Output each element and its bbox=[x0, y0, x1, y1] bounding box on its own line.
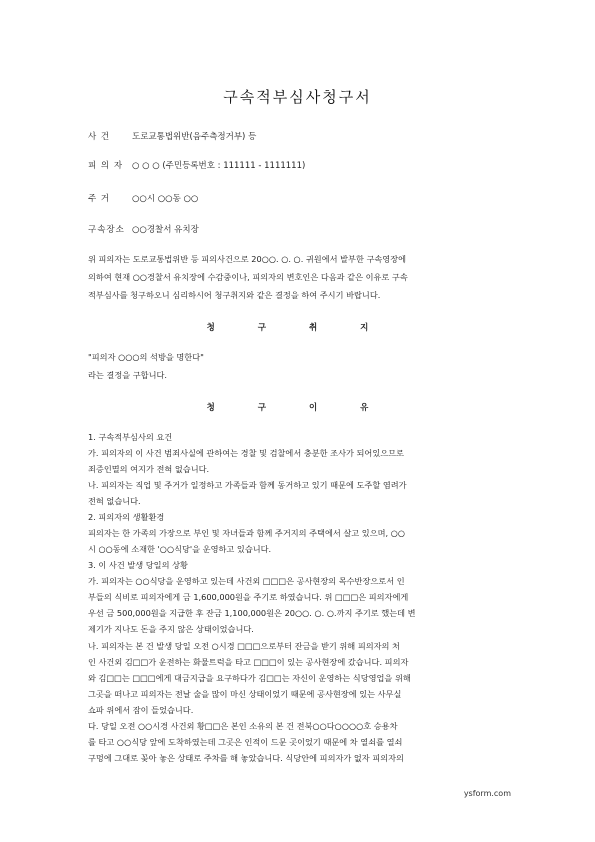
reason-line: 2. 피의자의 생활환경 bbox=[88, 512, 165, 522]
document-title: 구속적부심사청구서 bbox=[223, 88, 372, 106]
reason-line: 시 ○○동에 소재한 '○○식당'을 운영하고 있습니다. bbox=[88, 544, 272, 554]
intro-line: 위 피의자는 도로교통법위반 등 피의사건으로 20○○. ○. ○. 귀원에서 발부한 구속영장에 bbox=[88, 254, 407, 264]
reason-line: 3. 이 사건 발생 당일의 상황 bbox=[88, 560, 188, 570]
purpose-line: "피의자 ○○○의 석방을 명한다" bbox=[88, 352, 204, 362]
field-detention-place bbox=[88, 223, 199, 235]
website-watermark: ysform.com bbox=[463, 789, 511, 798]
reason-line: 인 사건외 김□□가 운전하는 화물트럭을 타고 □□□이 있는 공사현장에 갔습니다. 피의자 bbox=[88, 657, 409, 667]
field-address bbox=[88, 192, 198, 204]
reason-line: 전혀 없습니다. bbox=[88, 496, 141, 506]
reason-line: 다. 당일 오전 ○○시경 사건외 황□□은 본인 소유의 본 건 전북○○다○○○○호 승용차 bbox=[88, 721, 398, 731]
reason-line: 우선 금 500,000원을 지급한 후 잔금 1,100,000원은 20○○. ○. ○.까지 주기로 했는데 변 bbox=[88, 608, 416, 618]
reason-line: 를 타고 ○○식당 앞에 도착하였는데 그곳은 인적이 드문 곳이었기 때문에 차 열쇠를 열쇠 bbox=[88, 737, 403, 747]
field-suspect bbox=[88, 159, 305, 171]
reason-line: 1. 구속적부심사의 요건 bbox=[88, 432, 173, 442]
intro-line: 의하여 현재 ○○경찰서 유치장에 수감중이나, 피의자의 변호인은 다음과 같은 이유로 구속 bbox=[88, 272, 408, 282]
reason-line: 죄증인멸의 여지가 전혀 없습니다. bbox=[88, 464, 210, 474]
purpose-heading: 청 구 취 지 bbox=[206, 323, 389, 333]
reason-line: 가. 피의자의 이 사건 범죄사실에 관하여는 경찰 및 검찰에서 충분한 조사가 되어있으므로 bbox=[88, 448, 404, 458]
reasons-heading: 청 구 이 유 bbox=[206, 403, 389, 413]
field-label: 구속장소 bbox=[88, 225, 125, 235]
reason-line: 그곳을 떠나고 피의자는 전날 술을 많이 마신 상태이었기 때문에 공사현장에 있는 사무실 bbox=[88, 689, 402, 699]
reason-line: 피의자는 한 가족의 가장으로 부인 및 자녀들과 함께 주거지의 주택에서 살고 있으며, ○○ bbox=[88, 528, 406, 538]
reason-line: 와 김□□는 □□□에게 대금지급을 요구하다가 김□□는 자신이 운영하는 식당영업을 위해 bbox=[88, 673, 411, 683]
field-label: 피 의 자 bbox=[88, 161, 124, 171]
reason-line: 나. 피의자는 본 건 발생 당일 오전 ○시경 □□□으로부터 잔금을 받기 위해 피의자의 처 bbox=[88, 641, 400, 651]
field-value: ○○경찰서 유치장 bbox=[132, 225, 199, 235]
reason-line: 제기가 지나도 돈을 주지 않은 상태이었습니다. bbox=[88, 624, 254, 634]
field-value: ○ ○ ○ (주민등록번호 : 111111 - 1111111) bbox=[132, 161, 306, 171]
field-label: 사 건 bbox=[88, 132, 111, 142]
reason-line: 부들의 식비로 피의자에게 금 1,600,000원을 주기로 하였습니다. 위 □□□은 피의자에게 bbox=[88, 592, 409, 602]
reason-line: 가. 피의자는 ○○식당을 운영하고 있는데 사건외 □□□은 공사현장의 목수반장으로서 인 bbox=[88, 576, 405, 586]
reason-line: 나. 피의자는 직업 및 주거가 일정하고 가족들과 함께 동거하고 있기 때문에 도주할 염려가 bbox=[88, 480, 407, 490]
field-value: 도로교통법위반(음주측정거부) 등 bbox=[132, 132, 257, 142]
field-value: ○○시 ○○동 ○○ bbox=[132, 194, 199, 204]
purpose-line: 라는 결정을 구합니다. bbox=[88, 370, 167, 380]
field-case bbox=[88, 130, 256, 142]
field-label: 주 거 bbox=[88, 194, 111, 204]
reason-line: 구멍에 그대로 꽂아 놓은 상태로 주차를 해 놓았습니다. 식당안에 피의자가 없자 피의자의 bbox=[88, 753, 404, 763]
reason-line: 쇼파 위에서 잠이 들었습니다. bbox=[88, 705, 194, 715]
intro-line: 적부심사를 청구하오니 심리하시어 청구취지와 같은 결정을 하여 주시기 바랍니다. bbox=[88, 290, 381, 300]
